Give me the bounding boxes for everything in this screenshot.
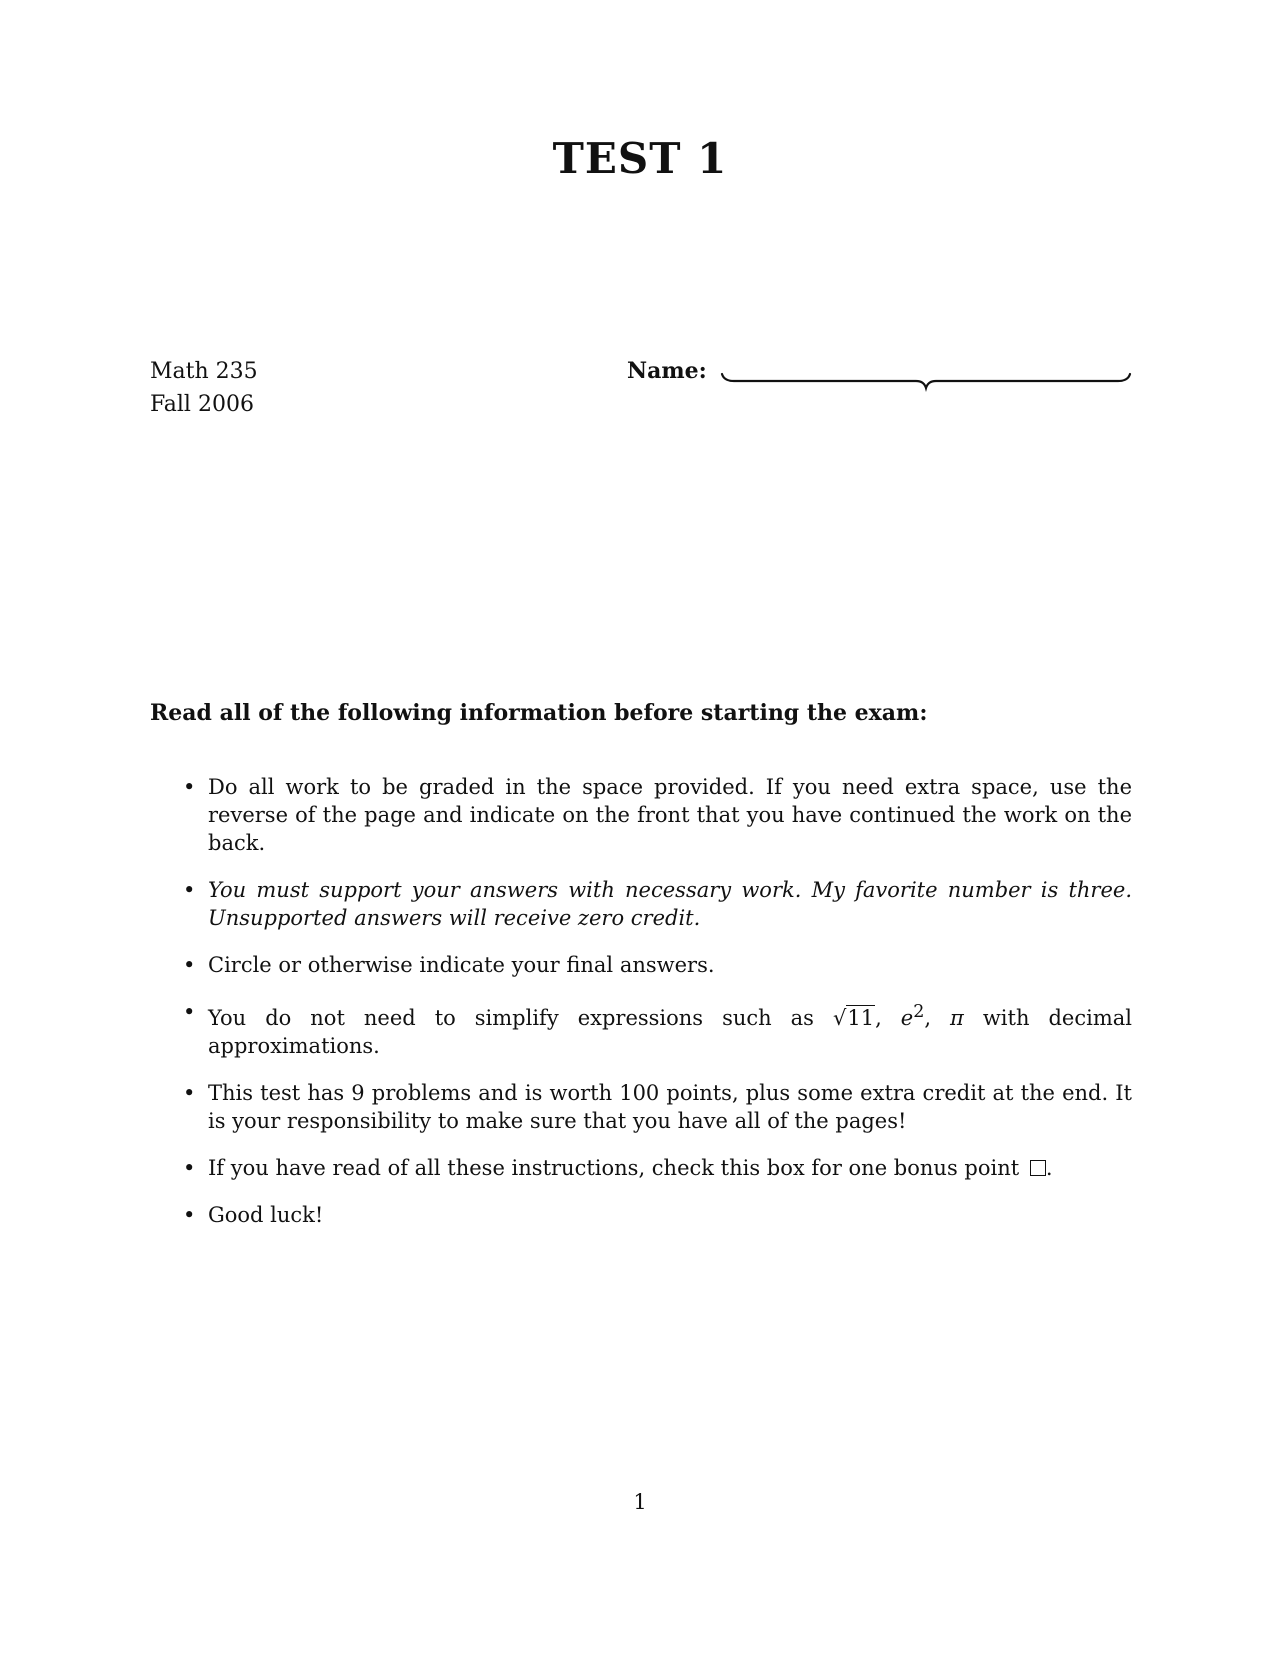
bullet-icon: • [183, 775, 196, 799]
pi-symbol: π [950, 1006, 964, 1030]
instruction-text-tail: with decimal approximations. [208, 1006, 1132, 1058]
course-info [150, 355, 258, 421]
bullet-icon: • [183, 1081, 196, 1105]
bonus-checkbox[interactable] [1030, 1160, 1046, 1176]
name-underbrace[interactable] [720, 372, 1132, 396]
page-number: 1 [633, 1490, 647, 1514]
e-base: e [900, 1006, 914, 1030]
page-title: TEST 1 [552, 134, 728, 183]
instruction-text: You do not need to simplify expressions such as [208, 1006, 814, 1030]
list-item [150, 773, 1132, 857]
course-term: Fall 2006 [150, 392, 254, 417]
list-item [150, 1154, 1132, 1182]
instruction-text: If you have read of all these instructions, check this box for one bonus point [208, 1156, 1020, 1180]
bullet-icon: • [183, 1000, 196, 1024]
name-label: Name: [627, 358, 707, 384]
instruction-text: You must support your answers with necessary work. My favorite number is three. Unsupported answers will receive zero credit. [208, 878, 1132, 930]
instruction-suffix: . [1045, 1156, 1053, 1180]
radicand: 11 [847, 1006, 875, 1030]
list-item [150, 876, 1132, 932]
list-item [150, 1079, 1132, 1135]
bullet-icon: • [183, 1203, 196, 1227]
bullet-icon: • [183, 878, 196, 902]
square-root-expression: √11 [832, 1006, 875, 1030]
instruction-text: Good luck! [208, 1203, 324, 1227]
bullet-icon: • [183, 1156, 196, 1180]
bullet-icon: • [183, 953, 196, 977]
list-item: • You do not need to simplify expressions such as √11, $e^2$, π with decimal approximations. [183, 1000, 1132, 1058]
instruction-text: Circle or otherwise indicate your final answers. [208, 953, 715, 977]
list-item [150, 951, 1132, 979]
course-code: Math 235 [150, 359, 258, 384]
instruction-text: Do all work to be graded in the space provided. If you need extra space, use the reverse of the page and indicate on the front that you have continued the work on the back. [208, 775, 1132, 855]
instructions-heading: Read all of the following information before starting the exam: [150, 700, 928, 726]
list-item [150, 1201, 1132, 1229]
instruction-text: This test has 9 problems and is worth 100 points, plus some extra credit at the end. It is your responsibility to make sure that you have all of the pages! [208, 1081, 1132, 1133]
instruction-list [150, 773, 1132, 1248]
e-exponent: 2 [913, 1002, 925, 1022]
